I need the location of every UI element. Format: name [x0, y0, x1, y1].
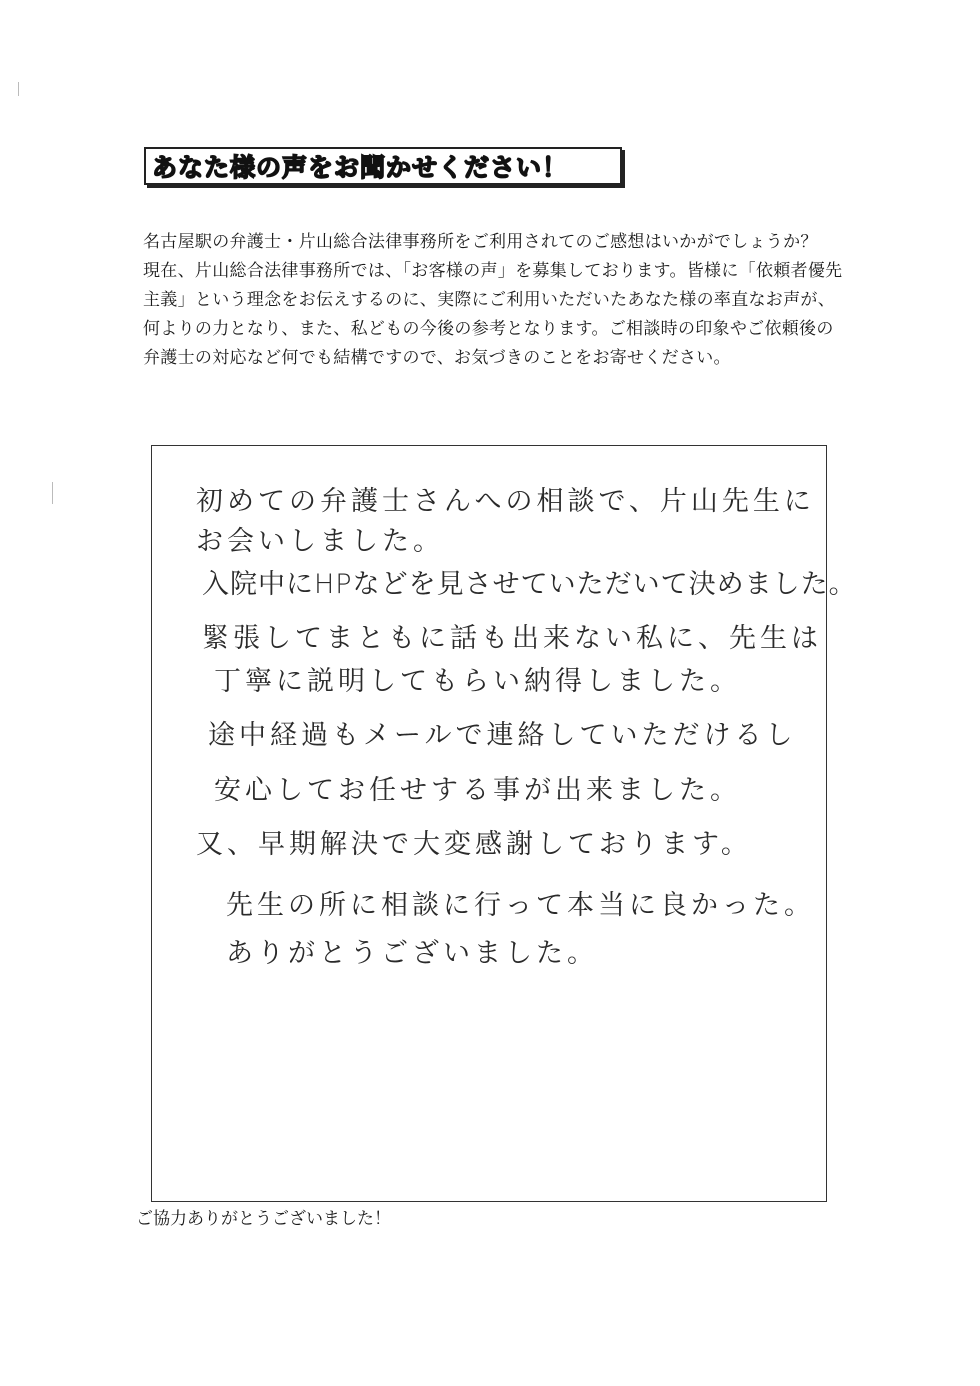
handwritten-line: ありがとうございました。: [226, 938, 598, 969]
page-title: あなた様の声をお聞かせください！: [152, 153, 569, 182]
handwritten-line: お会いしました。: [196, 526, 444, 557]
handwritten-line: 入院中にHPなどを見させていただいて決めました。: [202, 569, 857, 600]
scan-edge-mark: [52, 482, 53, 504]
handwritten-line: 丁寧に説明してもらい納得しました。: [214, 666, 741, 697]
thanks-text: ご協力ありがとうございました！: [136, 1209, 391, 1229]
handwritten-line: 安心してお任せする事が出来ました。: [214, 775, 741, 806]
intro-paragraph: 名古屋駅の弁護士・片山総合法律事務所をご利用されてのご感想はいかがでしょうか？: [143, 232, 818, 252]
handwritten-line: 先生の所に相談に行って本当に良かった。: [226, 890, 815, 921]
scan-edge-mark: [18, 82, 19, 96]
intro-paragraph: 現在、片山総合法律事務所では、「お客様の声」を募集しております。皆様に「依頼者優先主義」という理念をお伝えするのに、実際にご利用いただいたあなた様の率直なお声が、何よりの力となり、また、私どもの今後の参考となります。ご相談時の印象やご依頼後の弁護士の対応など何でも結構ですので、お気づきのことをお寄せください。: [143, 261, 843, 368]
handwritten-line: 緊張してまともに話も出来ない私に、先生は: [202, 623, 822, 654]
answer-box: [151, 445, 857, 1202]
title-banner: [144, 147, 622, 185]
handwritten-line: 途中経過もメールで連絡していただけるし: [208, 720, 797, 751]
intro-text: [143, 228, 843, 373]
handwritten-line: 初めての弁護士さんへの相談で、片山先生に: [196, 486, 815, 517]
handwritten-line: 又、早期解決で大変感謝しております。: [196, 829, 752, 860]
